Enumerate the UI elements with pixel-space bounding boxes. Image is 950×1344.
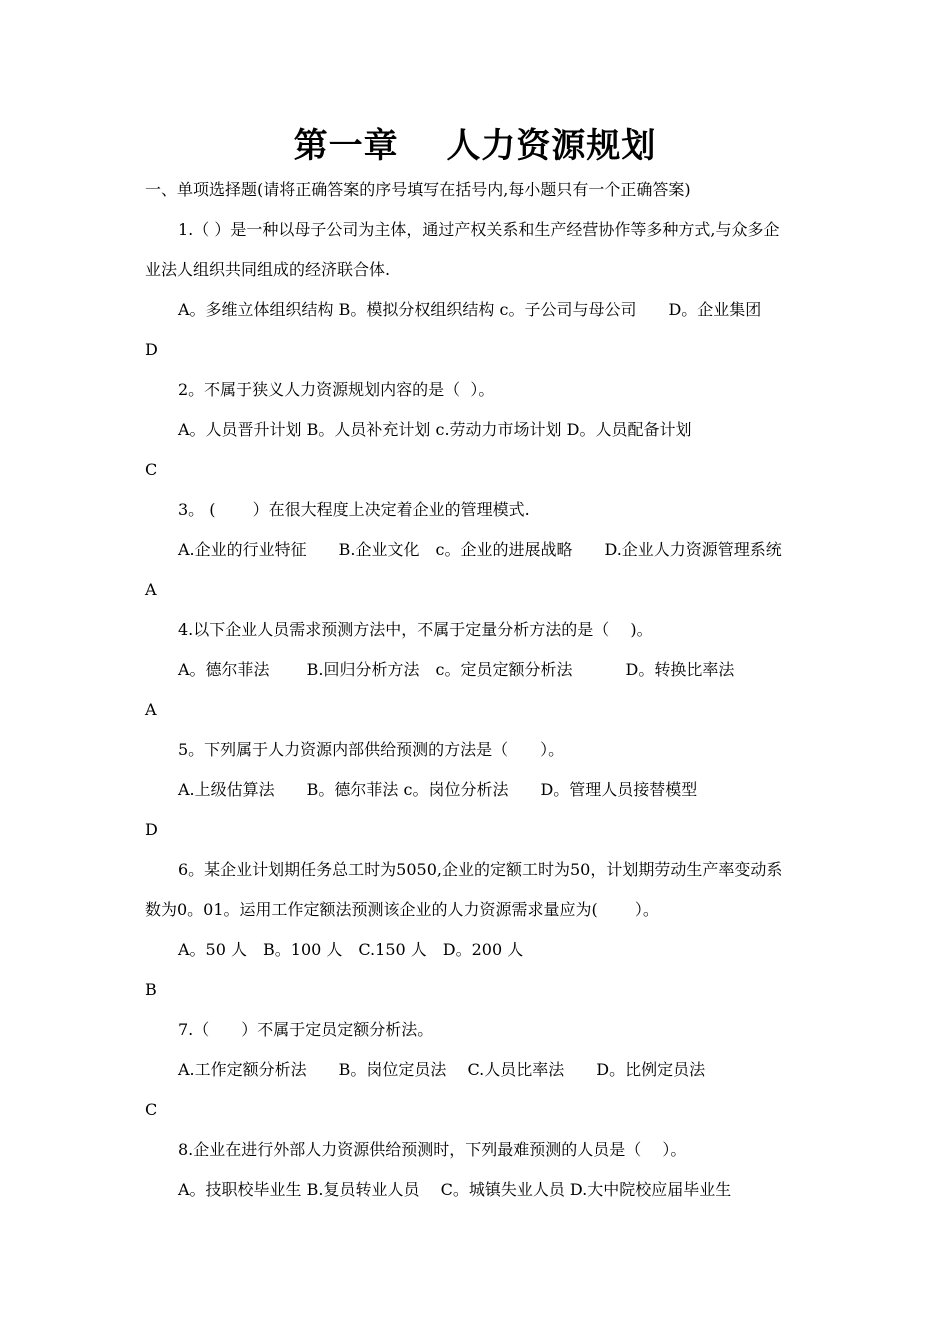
question-5-stem: 5。下列属于人力资源内部供给预测的方法是（ ）。 (178, 740, 565, 759)
chapter-title: 第一章 人力资源规划 (293, 126, 657, 166)
question-7-options: A.工作定额分析法 B。岗位定员法 C.人员比率法 D。比例定员法 (178, 1060, 706, 1079)
question-2-options: A。人员晋升计划 B。人员补充计划 c.劳动力市场计划 D。人员配备计划 (178, 420, 692, 439)
question-3-stem: 3。 ( ）在很大程度上决定着企业的管理模式. (178, 500, 530, 519)
question-2-answer: C (145, 460, 158, 479)
question-6-options: A。50 人 B。100 人 C.150 人 D。200 人 (178, 940, 524, 959)
question-1-stem-cont: 业法人组织共同组成的经济联合体. (145, 260, 391, 279)
question-5-options: A.上级估算法 B。德尔菲法 c。岗位分析法 D。管理人员接替模型 (178, 780, 698, 799)
question-7-answer: C (145, 1100, 158, 1119)
question-6-stem-cont: 数为0。01。运用工作定额法预测该企业的人力资源需求量应为( ）。 (145, 900, 659, 919)
question-4-options: A。德尔菲法 B.回归分析方法 c。定员定额分析法 D。转换比率法 (178, 660, 735, 679)
question-3-answer: A (145, 580, 157, 599)
question-6-stem: 6。某企业计划期任务总工时为5050,企业的定额工时为50，计划期劳动生产率变动系 (178, 860, 783, 879)
question-4-stem: 4.以下企业人员需求预测方法中，不属于定量分析方法的是（ )。 (178, 620, 653, 639)
question-8-stem: 8.企业在进行外部人力资源供给预测时，下列最难预测的人员是（ ）。 (178, 1140, 687, 1159)
question-3-options: A.企业的行业特征 B.企业文化 c。企业的进展战略 D.企业人力资源管理系统 (178, 540, 782, 559)
section-header: 一、单项选择题(请将正确答案的序号填写在括号内,每小题只有一个正确答案) (145, 180, 691, 199)
question-4-answer: A (145, 700, 157, 719)
question-1-options: A。多维立体组织结构 B。模拟分权组织结构 c。子公司与母公司 D。企业集团 (178, 300, 762, 319)
question-6-answer: B (145, 980, 157, 999)
question-2-stem: 2。不属于狭义人力资源规划内容的是（ ）。 (178, 380, 495, 399)
question-1-answer: D (145, 340, 158, 359)
question-5-answer: D (145, 820, 158, 839)
question-8-options: A。技职校毕业生 B.复员转业人员 C。城镇失业人员 D.大中院校应届毕业生 (178, 1180, 732, 1199)
question-7-stem: 7.（ ）不属于定员定额分析法。 (178, 1020, 434, 1039)
question-1-stem: 1.（ ）是一种以母子公司为主体，通过产权关系和生产经营协作等多种方式,与众多企 (178, 220, 780, 239)
